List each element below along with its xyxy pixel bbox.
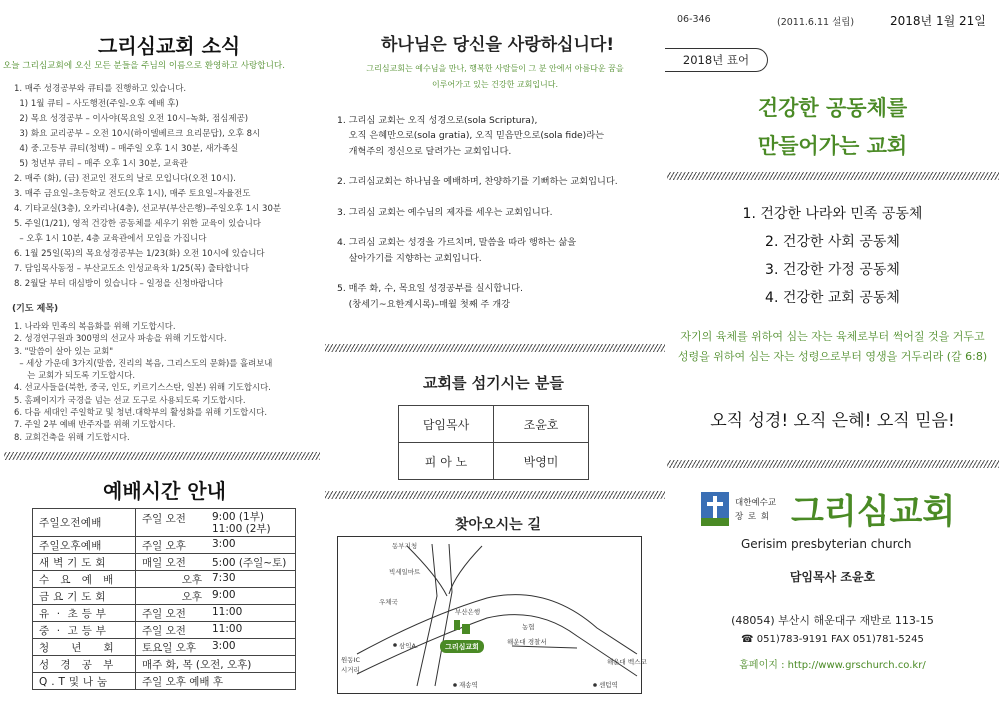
service-name: 유 · 초 등 부: [33, 605, 136, 622]
list-item: – 오후 1시 10분, 4층 교육관에서 모임을 가집니다: [14, 234, 207, 244]
table-row: [33, 656, 296, 673]
list-item: 4. 기타교실(3층), 오카리나(4층), 선교부(부산은행)–주일오후 1시 30분: [14, 204, 282, 214]
bulletin-code: 06-346: [677, 14, 711, 25]
service-hour-1: 11:00: [212, 605, 243, 618]
pastor-name: 담임목사 조윤호: [789, 570, 876, 584]
divider: [325, 344, 665, 352]
service-name: Q . T 및 나 눔: [33, 673, 136, 690]
list-item: 5) 청년부 큐티 – 매주 오후 1시 30분, 교육관: [14, 159, 188, 169]
divider: [667, 460, 999, 468]
service-name: 중 · 고 등 부: [33, 622, 136, 639]
pastors-table: [398, 405, 589, 480]
list-item: 3. "말씀이 살아 있는 교회": [14, 345, 114, 356]
service-hour: [212, 640, 236, 655]
bulletin-date: 2018년 1월 21일: [890, 14, 986, 28]
list-item: 3. 그리심 교회는 예수님의 제자를 세우는 교회입니다.: [337, 206, 553, 218]
map-label-busan-bank: 부산은행: [455, 608, 481, 616]
table-row: [33, 639, 296, 656]
slogan-line-2: 만들어가는 교회: [757, 134, 908, 158]
table-row: [33, 554, 296, 571]
denomination-line-1: 대한예수교: [735, 498, 777, 508]
divider: [325, 491, 665, 499]
directions-map: [337, 536, 647, 694]
list-item: 5. 매주 화, 수, 목요일 성경공부를 실시합니다.: [337, 283, 523, 295]
service-day: 오후: [181, 573, 202, 586]
list-item: 1. 나라와 민족의 복음화를 위해 기도합시다.: [14, 321, 176, 331]
service-hour-1: 3:00: [212, 537, 236, 550]
divider: [4, 452, 320, 460]
map-label-nongbyeop: 농협: [522, 623, 535, 631]
map-label-samik: 삼익A.: [399, 642, 418, 650]
list-item: [337, 189, 618, 204]
list-item: 7. 주일 2부 예배 반주자를 위해 기도합시다.: [14, 419, 176, 430]
service-hour: [212, 511, 271, 535]
list-item: [337, 220, 618, 235]
welcome-text: 오늘 그리심교회에 오신 모든 분들을 주님의 이름으로 환영하고 사랑합니다.: [3, 61, 285, 71]
list-item: 2. 성경연구원과 300명의 선교사 파송을 위해 기도합시다.: [14, 333, 227, 344]
table-row: [33, 622, 296, 639]
list-item: 7. 담임목사동정 – 부산교도소 인성교육차 1/25(목) 출타합니다: [14, 264, 249, 274]
list-item: 3. 매주 금요일–초등학교 전도(오후 1시), 매주 토요일–자율전도: [14, 189, 251, 199]
intro-line-2: 이루어가고 있는 건강한 교회입니다.: [431, 80, 559, 89]
divider: [667, 172, 999, 180]
map-label-haeundae: 해운대 벡스코: [607, 658, 647, 666]
list-item: 개혁주의 정신으로 달려가는 교회입니다.: [337, 145, 512, 157]
list-item: 4. 건강한 교회 공동체: [765, 290, 900, 306]
worship-title: 예배시간 안내: [103, 479, 226, 503]
service-day: 주일 오전: [142, 607, 186, 620]
list-item: 1. 그리심 교회는 오직 성경으로(sola Scriptura),: [337, 115, 538, 126]
map-label-sewon: 빅세일마트: [389, 568, 421, 576]
cross-logo-icon: [701, 492, 729, 526]
service-name: 성 경 공 부: [33, 656, 136, 673]
table-row: [33, 605, 296, 622]
news-title: 그리심교회 소식: [98, 34, 241, 58]
slogan-line-1: 건강한 공동체를: [757, 96, 908, 120]
service-time: [136, 673, 296, 690]
directions-title: 찾아오시는 길: [455, 517, 542, 533]
service-time: [136, 571, 296, 588]
phone: ☎ 051)783-9191 FAX 051)781-5245: [741, 634, 924, 645]
service-hour-2: 11:00 (2부): [212, 522, 271, 535]
table-row: [33, 537, 296, 554]
list-item: 3) 화요 교리공부 – 오전 10시(하이델베르크 요리문답), 오후 8시: [14, 129, 261, 139]
list-item: 5. 주일(1/21), 영적 건강한 공동체를 세우기 위한 교육이 있습니다: [14, 219, 262, 229]
homepage-link[interactable]: 홈페이지 : http://www.grschurch.co.kr/: [739, 660, 926, 671]
table-row: [33, 509, 296, 537]
service-name: 청 년 회: [33, 639, 136, 656]
service-hour: [212, 589, 236, 604]
service-day: 주일 오전: [142, 624, 186, 637]
motto-badge: 2018년 표어: [665, 48, 768, 72]
verse-line-1: 자기의 육체를 위하여 심는 자는 육체로부터 썩어질 것을 거두고: [680, 330, 985, 343]
service-time: [136, 537, 296, 554]
map-church-label: 그리심교회: [445, 643, 479, 651]
service-time: [136, 509, 296, 537]
service-hour-1: 3:00: [212, 639, 236, 652]
service-time: [136, 554, 296, 571]
church-english-name: Gerisim presbyterian church: [741, 537, 912, 551]
service-hour: [212, 572, 236, 587]
list-item: 오직 은혜만으로(sola gratia), 오직 믿음만으로(sola fide)라는: [337, 130, 605, 142]
list-item: 5. 홈페이지가 국경을 넘는 선교 도구로 사용되도록 기도합시다.: [14, 394, 246, 405]
table-row: [33, 673, 296, 690]
service-name: 주일오전예배: [33, 509, 136, 537]
list-item: [337, 159, 618, 174]
service-time: [136, 588, 296, 605]
table-row: [33, 588, 296, 605]
intro-column: [325, 0, 665, 706]
map-label-city: 시거리: [341, 666, 360, 674]
service-day: 토요일 오후: [142, 641, 197, 654]
list-item: 1. 건강한 나라와 민족 공동체: [742, 206, 923, 222]
list-item: 4) 중.고등부 큐티(청백) – 매주일 오후 1시 30분, 새가족실: [14, 144, 239, 154]
prayer-list: [14, 320, 272, 443]
service-hour: [212, 538, 236, 553]
service-hour: [212, 606, 242, 621]
service-hour-1: 9:00 (1부): [212, 510, 264, 523]
service-day: 매주 화, 목 (오전, 오후): [142, 658, 252, 671]
list-item: 는 교회가 되도록 기도합시다.: [14, 370, 136, 381]
table-row: [33, 571, 296, 588]
list-item: (창세기~요한계시록)–매월 첫째 주 개강: [337, 298, 511, 310]
service-day: 주일 오전: [142, 512, 186, 525]
pastors-title: 교회를 섬기시는 분들: [423, 374, 564, 392]
list-item: 3. 건강한 가정 공동체: [765, 262, 900, 278]
intro-line-1: 그리심교회는 예수님을 만나, 행복한 사람들이 그 분 안에서 아름다운 꿈을: [366, 64, 624, 73]
map-label-uche: 우체국: [379, 598, 398, 606]
list-item: 2) 목요 성경공부 – 이사야(목요일 오전 10시–녹화, 점심제공): [14, 114, 249, 124]
address: (48054) 부산시 해운대구 재반로 113-15: [731, 614, 934, 627]
list-item: 6. 다음 세대인 주일학교 및 청년.대학부의 활성화를 위해 기도합시다.: [14, 407, 268, 418]
service-hour-1: 7:30: [212, 571, 236, 584]
map-label-jaesong: 재송역: [459, 681, 478, 689]
map-label-police: 해운대 경찰서: [507, 638, 547, 646]
list-item: 1. 매주 성경공부와 큐티를 진행하고 있습니다.: [14, 84, 187, 94]
map-label-wondong: 원동IC: [341, 656, 361, 664]
news-column: [0, 0, 325, 706]
list-item: 4. 그리심 교회는 성경을 가르치며, 말씀을 따라 행하는 삶을: [337, 237, 577, 249]
creed-list: [337, 113, 618, 312]
service-name: 수 요 예 배: [33, 571, 136, 588]
list-item: 2. 건강한 사회 공동체: [765, 234, 900, 250]
service-time: [136, 656, 296, 673]
service-hour-1: 5:00 (주일~토): [212, 556, 287, 569]
service-hour-1: 11:00: [212, 622, 243, 635]
list-item: 6. 1월 25일(목)의 목요성경공부는 1/23(화) 오전 10시에 있습니다: [14, 249, 265, 259]
service-name: 주일오후예배: [33, 537, 136, 554]
founded-date: (2011.6.11 설립): [777, 17, 855, 28]
pastor-name: 박영미: [494, 443, 589, 480]
service-name: 금 요 기 도 회: [33, 588, 136, 605]
list-item: 4. 선교사들을(북한, 중국, 인도, 키르기스스탄, 일본) 위해 기도합시다.: [14, 382, 271, 393]
list-item: 8. 2월달 부터 대심방이 있습니다 – 일정을 신청바랍니다: [14, 279, 224, 289]
list-item: 8. 교회건축을 위해 기도합시다.: [14, 431, 130, 442]
map-label-centum: 센텀역: [599, 681, 618, 689]
table-row: [399, 443, 589, 480]
service-day: 오후: [181, 590, 202, 603]
list-item: 2. 그리심교회는 하나님을 예배하며, 찬양하기를 기뻐하는 교회입니다.: [337, 176, 618, 188]
list-item: [337, 266, 618, 281]
love-title: 하나님은 당신을 사랑하십니다!: [381, 35, 615, 55]
verse-line-2: 성령을 위하여 심는 자는 성령으로부터 영생을 거두리라 (갈 6:8): [677, 350, 988, 363]
service-day: 주일 오후: [142, 539, 186, 552]
worship-table: [32, 508, 296, 690]
list-item: 2. 매주 (화), (금) 전교인 전도의 날로 모입니다(오전 10시).: [14, 174, 236, 184]
list-item: 살아가기를 지향하는 교회입니다.: [337, 252, 482, 264]
service-time: [136, 622, 296, 639]
pastor-role: 담임목사: [399, 406, 494, 443]
church-name: 그리심교회: [791, 492, 956, 532]
service-day: 매일 오전: [142, 556, 186, 569]
list-item: 1) 1월 큐티 – 사도행전(주일-오후 예배 후): [14, 99, 179, 109]
service-time: [136, 605, 296, 622]
service-day: 주일 오후 예배 후: [142, 675, 224, 688]
list-item: – 세상 가운데 3가지(말씀, 진리의 복음, 그리스도의 문화)를 흘려보내: [14, 357, 273, 368]
pastor-name: 조윤호: [494, 406, 589, 443]
service-hour-1: 9:00: [212, 588, 236, 601]
news-list: [14, 82, 281, 292]
denomination-line-2: 장 로 회: [735, 512, 771, 522]
service-hour: [212, 555, 286, 570]
table-row: [399, 406, 589, 443]
motto-column: [665, 0, 1000, 706]
map-label-dongbu: 동부지청: [392, 542, 418, 550]
service-time: [136, 639, 296, 656]
service-hour: [212, 623, 242, 638]
pastor-role: 피 아 노: [399, 443, 494, 480]
goal-list: [665, 200, 1000, 312]
service-name: 새 벽 기 도 회: [33, 554, 136, 571]
sola-slogan: 오직 성경! 오직 은혜! 오직 믿음!: [710, 411, 955, 431]
prayer-title: (기도 제목): [12, 304, 59, 314]
